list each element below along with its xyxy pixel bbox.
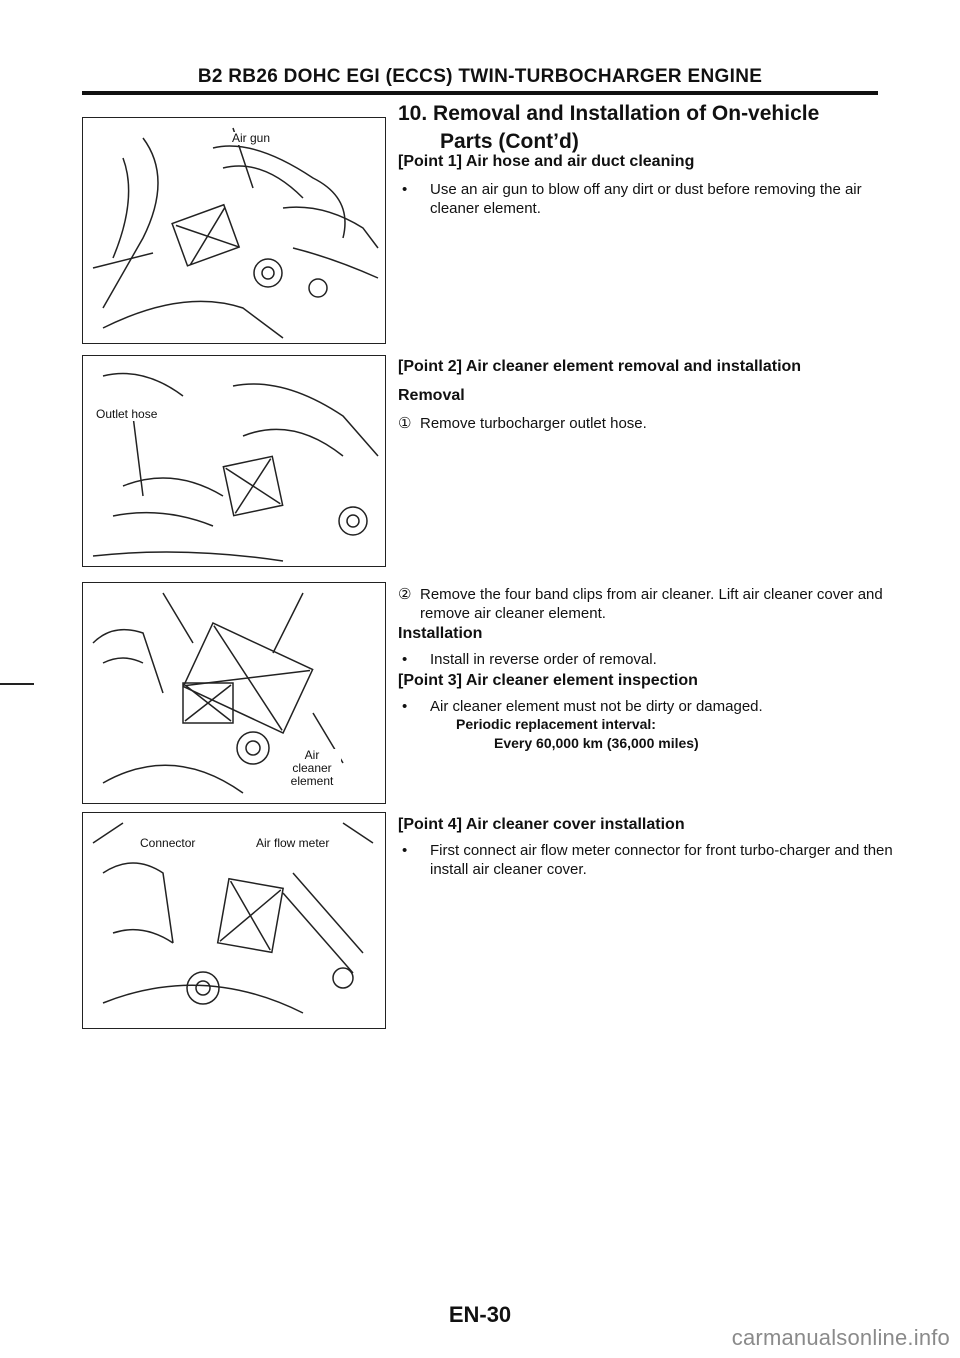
label-connector: Connector <box>140 836 196 850</box>
label-air-flow-meter: Air flow meter <box>256 836 330 850</box>
label-air-gun: Air gun <box>232 131 271 145</box>
point4-bullet <box>398 841 908 879</box>
figure-outlet-hose-drawing <box>83 356 385 566</box>
figure-air-cleaner-element <box>82 582 386 804</box>
removal-step-2-text: Remove the four band clips from air cleaner. Lift air cleaner cover and remove air cleaner element. <box>420 586 883 622</box>
point3-bullet <box>398 697 908 716</box>
installation-bullet-text: Install in reverse order of removal. <box>430 651 657 668</box>
spec-value: Every 60,000 km (36,000 miles) <box>494 735 699 751</box>
watermark: carmanualsonline.info <box>731 1325 950 1350</box>
figure-outlet-hose <box>82 355 386 567</box>
point3-heading: [Point 3] Air cleaner element inspection <box>398 672 698 689</box>
section-title-line1: 10. Removal and Installation of On-vehicle <box>398 102 820 125</box>
label-air-cleaner-element: Air cleaner element <box>283 749 341 788</box>
removal-step-1 <box>398 414 910 433</box>
figure-connector-air-flow-meter-drawing <box>83 813 385 1028</box>
point1-bullet <box>398 180 908 218</box>
label-outlet-hose: Outlet hose <box>96 407 158 421</box>
removal-step-2 <box>398 585 910 623</box>
margin-mark <box>0 683 34 685</box>
removal-heading: Removal <box>398 387 465 404</box>
header-rule <box>82 91 878 95</box>
bullet-dot: • <box>402 181 408 198</box>
installation-bullet <box>398 650 908 669</box>
header-title: B2 RB26 DOHC EGI (ECCS) TWIN-TURBOCHARGER ENGINE <box>197 66 763 87</box>
figure-air-gun <box>82 117 386 344</box>
point3-bullet-text: Air cleaner element must not be dirty or damaged. <box>430 698 763 715</box>
spec-label: Periodic replacement interval: <box>456 716 656 732</box>
bullet-dot: • <box>402 842 408 859</box>
section-title-line2: Parts (Cont’d) <box>440 130 579 153</box>
step-number: ② <box>398 586 412 603</box>
point1-bullet-text: Use an air gun to blow off any dirt or dust before removing the air cleaner element. <box>430 181 862 217</box>
point2-heading: [Point 2] Air cleaner element removal and installation <box>398 358 802 375</box>
installation-heading: Installation <box>398 625 483 642</box>
bullet-dot: • <box>402 651 408 668</box>
section-title <box>398 100 819 156</box>
removal-step-1-text: Remove turbocharger outlet hose. <box>420 415 647 432</box>
point4-heading: [Point 4] Air cleaner cover installation <box>398 816 685 833</box>
figure-air-gun-drawing <box>83 118 385 343</box>
point1-heading: [Point 1] Air hose and air duct cleaning <box>398 153 695 170</box>
page-number: EN-30 <box>448 1302 512 1327</box>
step-number: ① <box>398 415 412 432</box>
bullet-dot: • <box>402 698 408 715</box>
figure-connector-air-flow-meter <box>82 812 386 1029</box>
point4-bullet-text: First connect air flow meter connector for front turbo-charger and then install air cleaner cover. <box>430 842 893 878</box>
